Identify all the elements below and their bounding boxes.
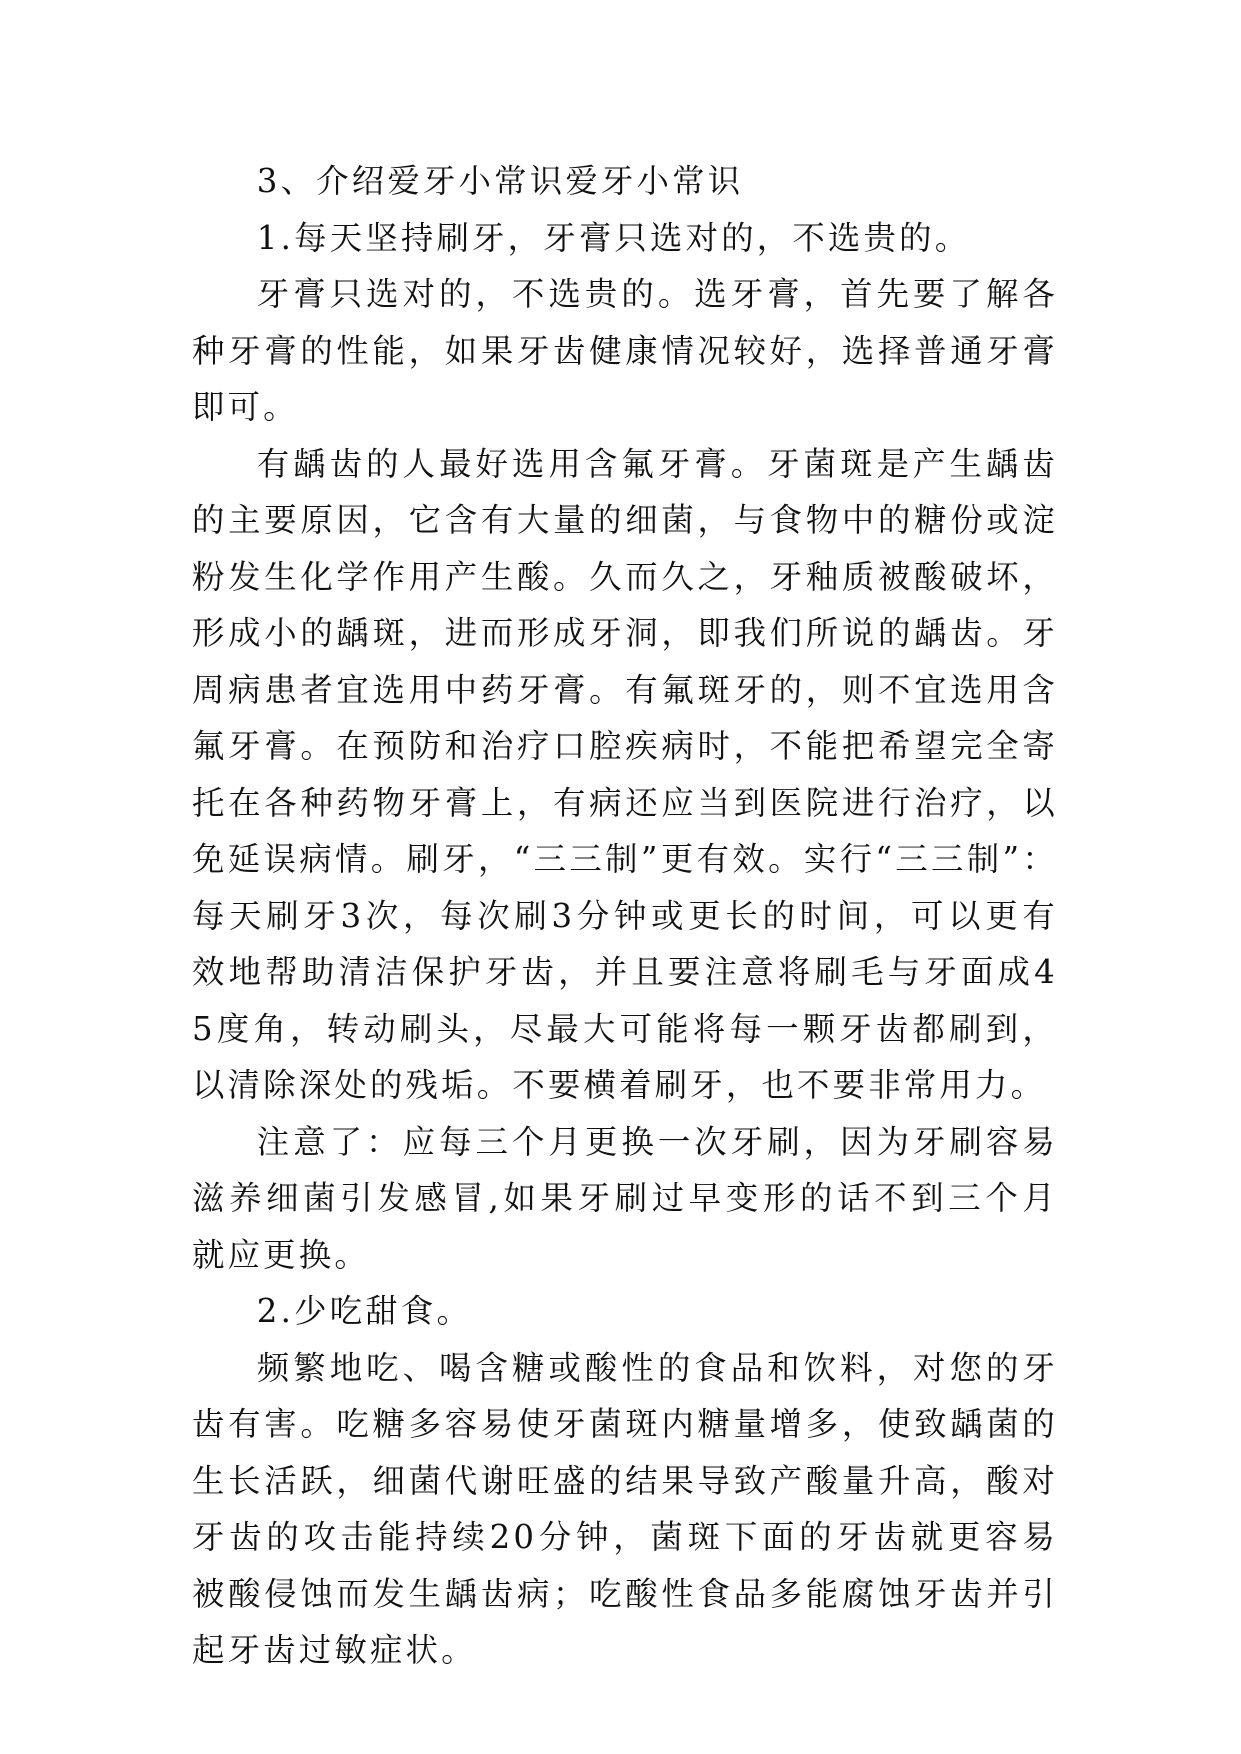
document-body [192,153,1058,1679]
paragraph-replace-toothbrush: 注意了：应每三个月更换一次牙刷，因为牙刷容易滋养细菌引发感冒,如果牙刷过早变形的话不到三个月就应更换。 [192,1122,1058,1274]
subheading-brush-daily: 1.每天坚持刷牙，牙膏只选对的，不选贵的。 [256,218,971,257]
paragraph-fluoride-and-brushing: 有龋齿的人最好选用含氟牙膏。牙菌斑是产生龋齿的主要原因，它含有大量的细菌，与食物中的糖份或淀粉发生化学作用产生酸。久而久之，牙釉质被酸破坏，形成小的龋斑，进而形成牙洞，即我们所说的龋齿。牙周病患者宜选用中药牙膏。有氟斑牙的，则不宜选用含氟牙膏。在预防和治疗口腔疾病时，不能把希望完全寄托在各种药物牙膏上，有病还应当到医院进行治疗，以免延误病情。刷牙，“三三制”更有效。实行“三三制”：每天刷牙3次，每次刷3分钟或更长的时间，可以更有效地帮助清洁保护牙齿，并且要注意将刷毛与牙面成45度角，转动刷头，尽最大可能将每一颗牙齿都刷到，以清除深处的残垢。不要横着刷牙，也不要非常用力。 [192,444,1058,1104]
paragraph-choose-toothpaste: 牙膏只选对的，不选贵的。选牙膏，首先要了解各种牙膏的性能，如果牙齿健康情况较好，选择普通牙膏即可。 [192,275,1058,426]
subheading-less-sweets: 2.少吃甜食。 [256,1292,473,1330]
heading-tooth-care-tips: 3、介绍爱牙小常识爱牙小常识 [256,162,744,200]
paragraph-sugar-and-acid: 频繁地吃、喝含糖或酸性的食品和饮料，对您的牙齿有害。吃糖多容易使牙菌斑内糖量增多，使致龋菌的生长活跃，细菌代谢旺盛的结果导致产酸量升高，酸对牙齿的攻击能持续20分钟，菌斑下面的牙齿就更容易被酸侵蚀而发生龋齿病；吃酸性食品多能腐蚀牙齿并引起牙齿过敏症状。 [192,1348,1058,1669]
